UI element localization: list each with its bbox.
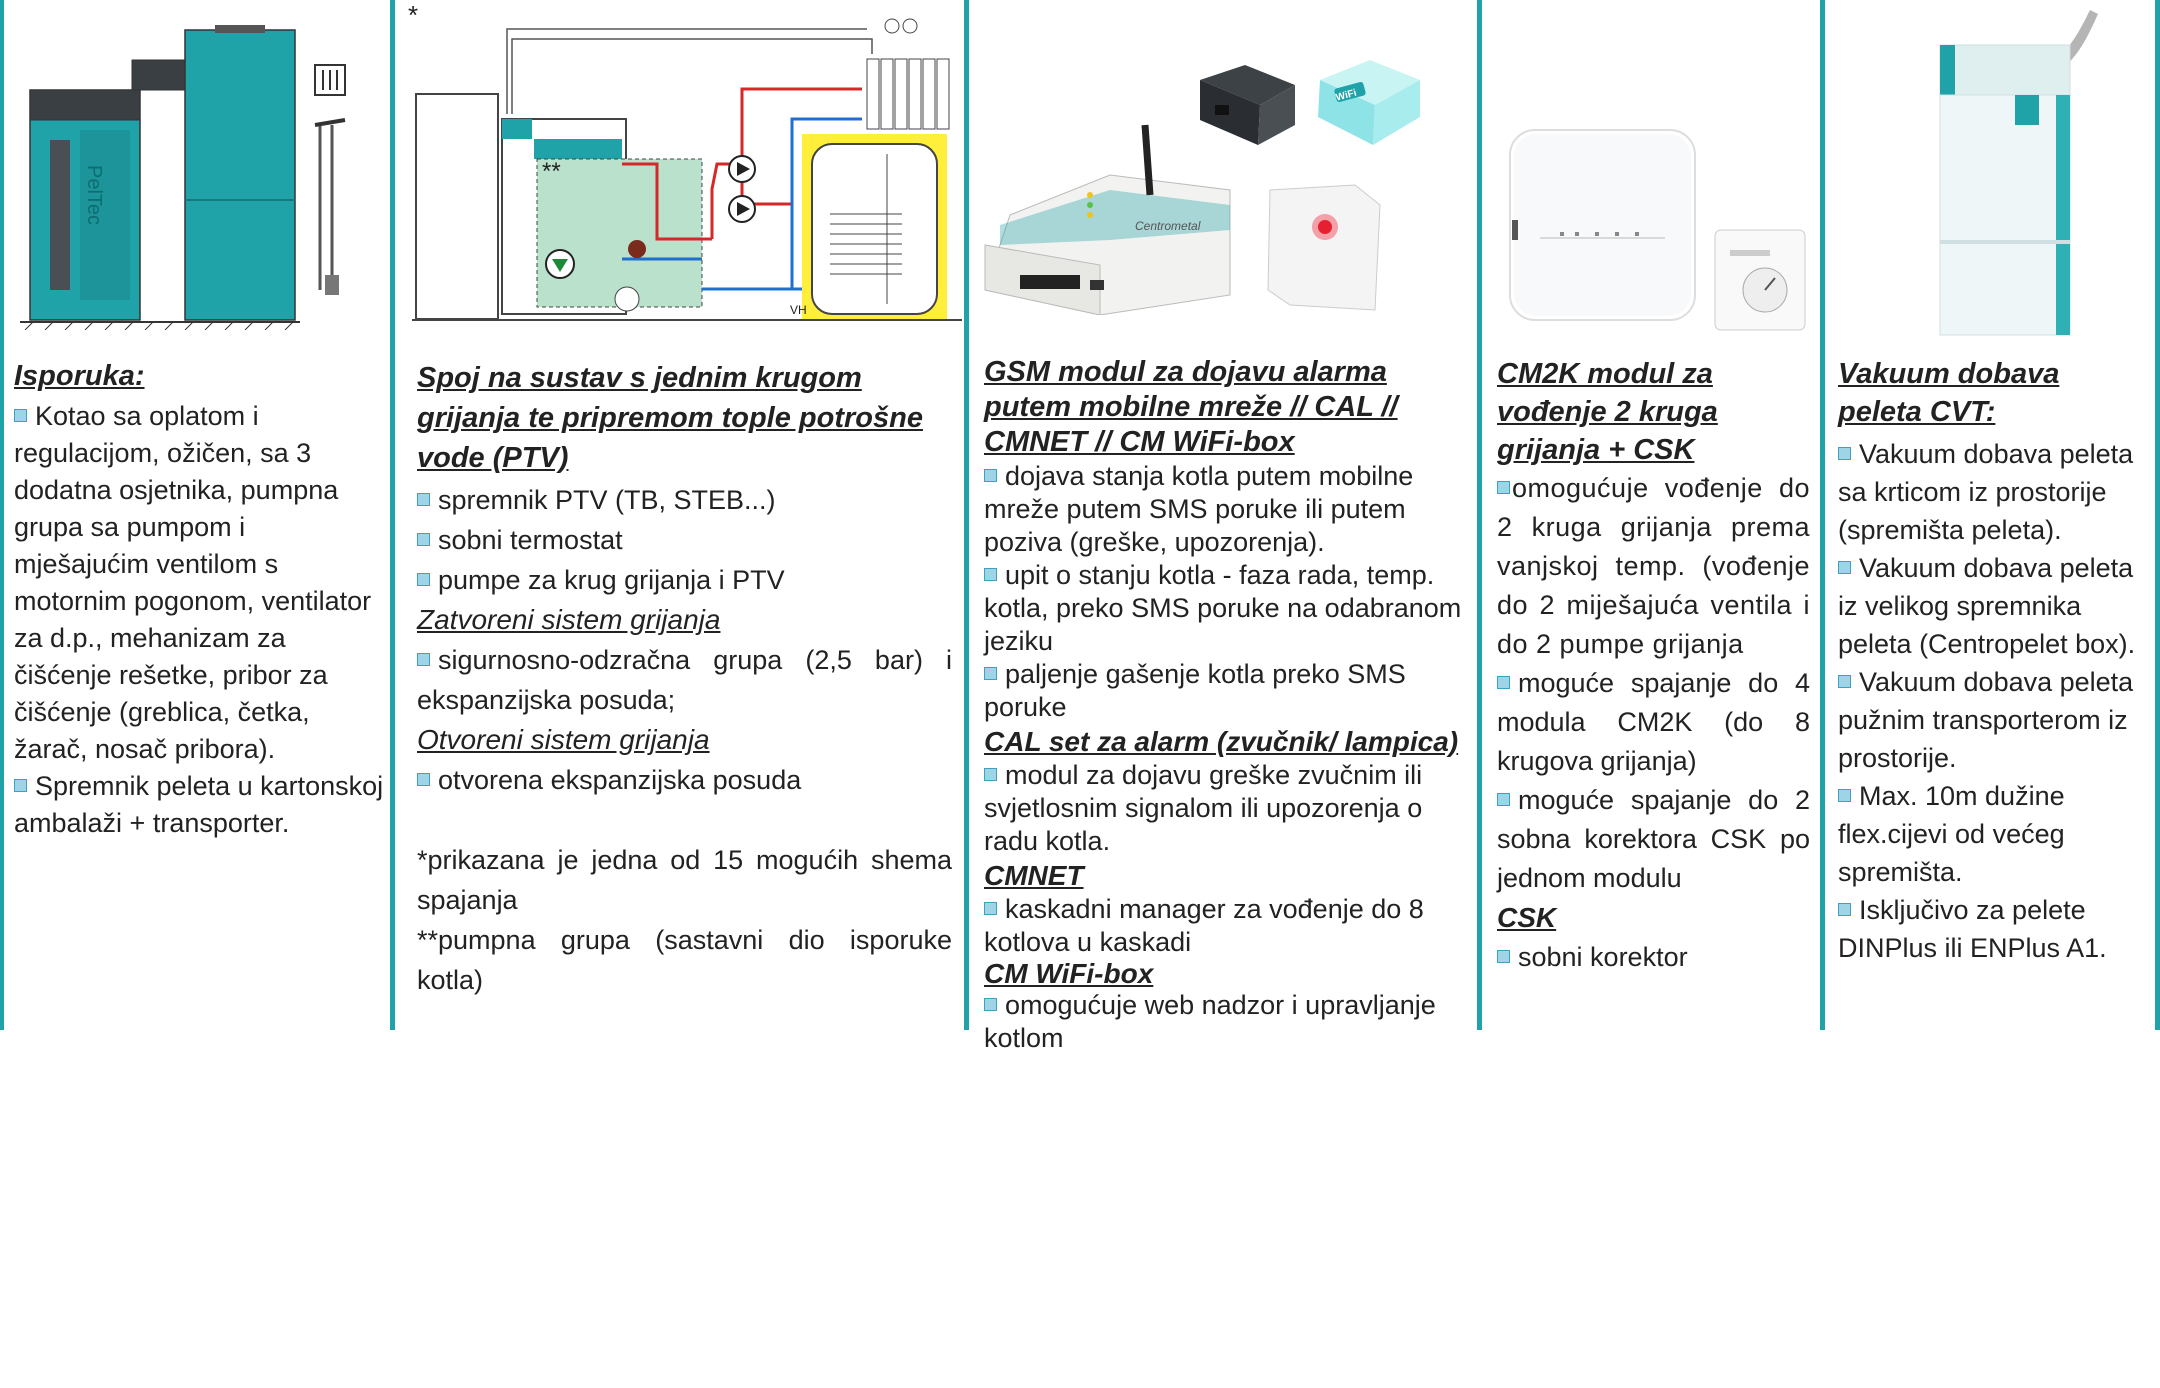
closed-system-heading: Zatvoreni sistem grijanja bbox=[417, 604, 721, 635]
boiler-brand-label: PelTec bbox=[83, 165, 105, 226]
list-item: otvorena ekspanzijska posuda bbox=[417, 760, 952, 800]
list-item: paljenje gašenje kotla preko SMS poruke bbox=[984, 659, 1406, 722]
wifi-heading: CM WiFi-box bbox=[984, 958, 1154, 989]
list-item: Kotao sa oplatom i regulacijom, ožičen, sa 3 dodatna osjetnika, pumpna grupa sa pumpom i mješajućim ventilom s motornim pogonom, ventilator za d.p., mehanizam za čišćenje rešetke, pribor za čišćenje (greblica, četka, žarač, nosač pribora). bbox=[14, 401, 372, 764]
cmnet-heading: CMNET bbox=[984, 860, 1084, 891]
bullet-icon bbox=[1838, 447, 1851, 460]
list-item: moguće spajanje do 4 modula CM2K (do 8 krugova grijanja) bbox=[1497, 668, 1810, 776]
boiler-illustration bbox=[20, 20, 360, 330]
bullet-icon bbox=[984, 998, 997, 1011]
list-item: moguće spajanje do 2 sobna korektora CSK po jednom modulu bbox=[1497, 785, 1810, 893]
cal-heading: CAL set za alarm (zvučnik/ lampica) bbox=[984, 726, 1459, 757]
bullet-icon bbox=[417, 653, 430, 666]
list-item: omogućuje web nadzor i upravljanje kotlom bbox=[984, 990, 1436, 1053]
list-item: Vakuum dobava peleta iz velikog spremnika peleta (Centropelet box). bbox=[1838, 553, 2136, 659]
cvt-title: Vakuum dobava peleta CVT: bbox=[1838, 358, 2060, 428]
bullet-icon bbox=[417, 573, 430, 586]
footnote-2: **pumpna grupa (sastavni dio isporuke kotla) bbox=[417, 925, 952, 995]
bullet-icon bbox=[417, 533, 430, 546]
bullet-icon bbox=[1497, 793, 1510, 806]
column-divider-4 bbox=[1820, 0, 1825, 1030]
connection-title: Spoj na sustav s jednim krugom grijanja te pripremom tople potrošne vode (PTV) bbox=[417, 362, 923, 474]
bullet-icon bbox=[1838, 675, 1851, 688]
bullet-icon bbox=[417, 773, 430, 786]
bullet-icon bbox=[14, 779, 27, 792]
bullet-icon bbox=[984, 768, 997, 781]
bullet-icon bbox=[1497, 950, 1510, 963]
list-item: Vakuum dobava peleta pužnim transporterom iz prostorije. bbox=[1838, 667, 2134, 773]
column-cvt bbox=[1838, 355, 2150, 1385]
list-item: Isključivo za pelete DINPlus ili ENPlus A1. bbox=[1838, 895, 2107, 963]
left-border bbox=[0, 0, 4, 1030]
diagram-vh-label: VH bbox=[790, 303, 807, 317]
list-item: sobni termostat bbox=[417, 520, 952, 560]
bullet-icon bbox=[1497, 481, 1510, 494]
list-item: Vakuum dobava peleta sa krticom iz prostorije (spremišta peleta). bbox=[1838, 439, 2134, 545]
csk-heading: CSK bbox=[1497, 902, 1557, 933]
bullet-icon bbox=[14, 409, 27, 422]
connection-diagram bbox=[412, 14, 962, 324]
list-item: modul za dojavu greške zvučnim ili svjetlosnim signalom ili upozorenja o radu kotla. bbox=[984, 760, 1423, 856]
column-delivery bbox=[14, 358, 386, 1388]
list-item: dojava stanja kotla putem mobilne mreže putem SMS poruke ili putem poziva (greške, upozorenja). bbox=[984, 461, 1414, 557]
list-item: spremnik PTV (TB, STEB...) bbox=[417, 480, 952, 520]
bullet-icon bbox=[417, 493, 430, 506]
list-item: kaskadni manager za vođenje do 8 kotlova u kaskadi bbox=[984, 894, 1424, 957]
right-border bbox=[2155, 0, 2160, 1030]
cm2k-title: CM2K modul za vođenje 2 kruga grijanja + CSK bbox=[1497, 358, 1718, 466]
list-item: omogućuje vođenje do 2 kruga grijanja prema vanjskoj temp. (vođenje do 2 miješajuća ventila i do 2 pumpe grijanja bbox=[1497, 473, 1810, 659]
list-item: Spremnik peleta u kartonskoj ambalaži + transporter. bbox=[14, 771, 384, 838]
bullet-icon bbox=[1838, 903, 1851, 916]
column-cm2k bbox=[1497, 355, 1810, 1385]
bullet-icon bbox=[1838, 561, 1851, 574]
bullet-icon bbox=[984, 667, 997, 680]
asterisk-mark: * bbox=[408, 0, 419, 30]
bullet-icon bbox=[984, 902, 997, 915]
column-divider-2 bbox=[964, 0, 969, 1030]
list-item: Max. 10m dužine flex.cijevi od većeg spremišta. bbox=[1838, 781, 2065, 887]
gsm-title: GSM modul za dojavu alarma putem mobilne mreže // CAL // CMNET // CM WiFi-box bbox=[984, 356, 1398, 458]
pump-group-label: ** bbox=[542, 158, 561, 185]
bullet-icon bbox=[984, 469, 997, 482]
list-item: sobni korektor bbox=[1497, 938, 1810, 977]
gsm-brand-label: Centrometal bbox=[1135, 219, 1201, 233]
list-item: sigurnosno-odzračna grupa (2,5 bar) i ekspanzijska posuda; bbox=[417, 645, 952, 715]
bullet-icon bbox=[1838, 789, 1851, 802]
footnote-1: *prikazana je jedna od 15 mogućih shema spajanja bbox=[417, 845, 952, 915]
column-divider-1 bbox=[390, 0, 395, 1030]
bullet-icon bbox=[1497, 676, 1510, 689]
column-connection bbox=[417, 358, 952, 1388]
cm2k-module-illustration bbox=[1500, 120, 1810, 335]
column-gsm bbox=[984, 355, 1474, 1385]
list-item: upit o stanju kotla - faza rada, temp. kotla, preko SMS poruke na odabranom jeziku bbox=[984, 560, 1462, 656]
column-divider-3 bbox=[1477, 0, 1482, 1030]
gsm-devices-illustration bbox=[980, 55, 1430, 315]
wifi-label: WiFi bbox=[1334, 87, 1358, 104]
list-item: pumpe za krug grijanja i PTV bbox=[417, 560, 952, 600]
cvt-vacuum-illustration bbox=[1930, 10, 2150, 340]
bullet-icon bbox=[984, 568, 997, 581]
delivery-title: Isporuka: bbox=[14, 360, 145, 392]
open-system-heading: Otvoreni sistem grijanja bbox=[417, 724, 710, 755]
